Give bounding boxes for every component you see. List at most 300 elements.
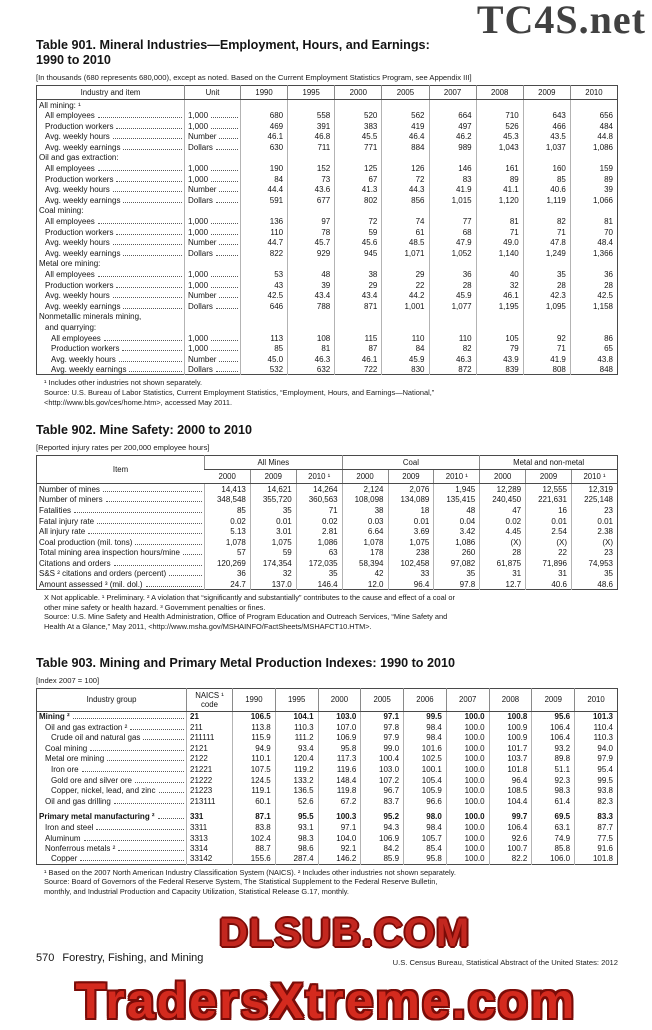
value-cell: 96.4 xyxy=(388,579,434,590)
row-label xyxy=(37,131,185,142)
naics-code-cell xyxy=(187,811,233,822)
value-cell: 40.6 xyxy=(526,579,572,590)
extra-wrap xyxy=(188,185,240,195)
table-row xyxy=(37,174,618,185)
row-label-wrap xyxy=(37,217,184,227)
value-cell: 107.2 xyxy=(361,775,404,786)
value-cell: 44.8 xyxy=(570,131,617,142)
col-header-year: 2005 xyxy=(361,688,404,711)
dot-leader xyxy=(211,350,238,351)
value-cell: 44.7 xyxy=(241,237,288,248)
value-cell: 111.2 xyxy=(275,732,318,743)
value-cell: 18 xyxy=(388,505,434,516)
value-cell: 466 xyxy=(523,121,570,132)
value-cell: 71 xyxy=(296,505,342,516)
value-cell: 1,078 xyxy=(205,537,251,548)
row-label-text: All employees xyxy=(51,333,101,343)
value-cell: 110.3 xyxy=(575,732,618,743)
value-cell: 822 xyxy=(241,248,288,259)
value-cell: 771 xyxy=(335,142,382,153)
value-cell: 96.6 xyxy=(404,796,447,807)
naics-header-line1: NAICS ¹ xyxy=(195,690,224,700)
table-row xyxy=(37,775,618,786)
unit-cell xyxy=(185,269,241,280)
row-label xyxy=(37,843,187,854)
row-label xyxy=(37,237,185,248)
col-header-year: 1990 xyxy=(233,688,276,711)
row-label-text: Aluminum xyxy=(45,833,81,843)
value-cell: 51.1 xyxy=(532,764,575,775)
value-cell xyxy=(523,311,570,322)
value-cell xyxy=(476,205,523,216)
unit-cell xyxy=(185,121,241,132)
value-cell: 100.0 xyxy=(446,764,489,775)
row-label-text: Number of miners xyxy=(39,495,103,505)
value-cell: 96.4 xyxy=(489,775,532,786)
dot-leader xyxy=(130,729,184,730)
row-label xyxy=(37,743,187,754)
value-cell xyxy=(288,152,335,163)
row-label-text: Avg. weekly hours xyxy=(45,238,110,248)
extra-text: Dollars xyxy=(188,142,213,152)
table-row xyxy=(37,195,618,206)
row-label-wrap xyxy=(37,517,204,527)
extra-text: 33142 xyxy=(190,854,213,864)
row-label-text: Avg. weekly hours xyxy=(45,185,110,195)
naics-code-cell xyxy=(187,775,233,786)
value-cell: 97.9 xyxy=(575,753,618,764)
value-cell xyxy=(382,100,429,111)
value-cell xyxy=(523,152,570,163)
table-902-header xyxy=(37,456,618,484)
naics-code-cell xyxy=(187,854,233,865)
value-cell: 46.1 xyxy=(335,354,382,365)
value-cell: 788 xyxy=(288,301,335,312)
row-label xyxy=(37,854,187,865)
table-901-note: [In thousands (680 represents 680,000), except as noted. Based on the Current Employment Statistics Program, see Appendix III] xyxy=(36,73,472,82)
dot-leader xyxy=(116,234,182,235)
dot-leader xyxy=(119,361,182,362)
row-label-text: Avg. weekly earnings xyxy=(45,301,121,311)
dot-leader xyxy=(211,128,238,129)
table-901-section xyxy=(36,38,618,407)
value-cell xyxy=(476,322,523,333)
dot-leader xyxy=(104,340,182,341)
row-label xyxy=(37,184,185,195)
value-cell: 67 xyxy=(335,174,382,185)
col-header-year: 2007 xyxy=(446,688,489,711)
value-cell: 45.9 xyxy=(429,290,476,301)
naics-code-cell xyxy=(187,711,233,722)
group-header-metal-nonmetal: Metal and non-metal xyxy=(480,456,618,470)
value-cell: 38 xyxy=(342,505,388,516)
value-cell xyxy=(335,100,382,111)
row-label-text: Avg. weekly hours xyxy=(45,291,110,301)
value-cell: 100.9 xyxy=(489,732,532,743)
value-cell: 174,354 xyxy=(250,558,296,569)
value-cell: 29 xyxy=(382,269,429,280)
table-903-note: [Index 2007 = 100] xyxy=(36,675,100,685)
row-label-text: Oil and gas extraction: xyxy=(39,153,119,163)
row-label xyxy=(37,142,185,153)
header-group-row xyxy=(37,456,618,470)
value-cell: 161 xyxy=(476,163,523,174)
table-row xyxy=(37,205,618,216)
value-cell: 61.4 xyxy=(532,796,575,807)
value-cell: 48.4 xyxy=(570,237,617,248)
table-row xyxy=(37,711,618,722)
row-label-text: Metal ore mining: xyxy=(39,259,101,269)
row-label-wrap xyxy=(37,291,184,301)
extra-wrap xyxy=(190,733,232,743)
value-cell: 497 xyxy=(429,121,476,132)
row-label-text: All employees xyxy=(45,217,95,227)
row-label-wrap xyxy=(37,101,184,111)
value-cell: 45.3 xyxy=(476,131,523,142)
value-cell: 104.0 xyxy=(318,833,361,844)
value-cell: 1,945 xyxy=(434,484,480,495)
value-cell: 61 xyxy=(382,227,429,238)
extra-text: 3313 xyxy=(190,833,208,843)
table-row xyxy=(37,121,618,132)
value-cell xyxy=(476,152,523,163)
table-row xyxy=(37,494,618,505)
col-header-year: 2007 xyxy=(429,86,476,100)
row-label xyxy=(37,484,205,495)
value-cell: 47.9 xyxy=(429,237,476,248)
value-cell xyxy=(476,100,523,111)
value-cell: 14,264 xyxy=(296,484,342,495)
value-cell: 77.5 xyxy=(575,833,618,844)
dot-leader xyxy=(123,308,182,309)
value-cell: 87.1 xyxy=(233,811,276,822)
table-row xyxy=(37,269,618,280)
value-cell: 79 xyxy=(476,343,523,354)
value-cell: 136.5 xyxy=(275,785,318,796)
value-cell: 83.8 xyxy=(233,822,276,833)
extra-text: 213111 xyxy=(190,796,216,806)
watermark-tradersxtreme: TradersXtreme.com xyxy=(75,973,577,1029)
row-label-text: Production workers xyxy=(51,344,120,354)
dot-leader xyxy=(116,128,182,129)
row-label-text: Oil and gas drilling xyxy=(45,796,111,806)
value-cell: 115 xyxy=(335,333,382,344)
value-cell: 119.8 xyxy=(318,785,361,796)
row-label xyxy=(37,280,185,291)
value-cell: 97.1 xyxy=(318,822,361,833)
value-cell: 46.1 xyxy=(476,290,523,301)
value-cell: 69.5 xyxy=(532,811,575,822)
value-cell: 59 xyxy=(250,547,296,558)
dot-leader xyxy=(159,792,184,793)
value-cell: 42 xyxy=(342,568,388,579)
value-cell: 105.7 xyxy=(404,833,447,844)
value-cell: 484 xyxy=(570,121,617,132)
extra-text: 1,000 xyxy=(188,121,209,131)
value-cell: 98.4 xyxy=(404,722,447,733)
value-cell: 680 xyxy=(241,110,288,121)
value-cell xyxy=(241,152,288,163)
value-cell: 42.3 xyxy=(523,290,570,301)
unit-cell xyxy=(185,301,241,312)
row-label-wrap xyxy=(37,485,204,495)
extra-text: 21 xyxy=(190,712,199,722)
value-cell: 43.5 xyxy=(523,131,570,142)
value-cell xyxy=(570,322,617,333)
value-cell: 74.9 xyxy=(532,833,575,844)
value-cell: 94.9 xyxy=(233,743,276,754)
value-cell: 61,875 xyxy=(480,558,526,569)
value-cell: 190 xyxy=(241,163,288,174)
source-line: Health At a Glance,” May 2011, <http://www.msha.gov/MSHAINFO/FactSheets/MSHAFCT10.HTM>. xyxy=(44,621,372,631)
extra-text: 1,000 xyxy=(188,344,209,354)
value-cell: 28 xyxy=(480,547,526,558)
row-label-wrap xyxy=(37,854,186,864)
row-label-wrap xyxy=(37,548,204,558)
table-row xyxy=(37,152,618,163)
value-cell: 110.4 xyxy=(575,722,618,733)
row-label-text: Avg. weekly earnings xyxy=(45,195,121,205)
dot-leader xyxy=(211,170,238,171)
extra-text: 331 xyxy=(190,812,204,822)
value-cell: 119.6 xyxy=(318,764,361,775)
footnote: X Not applicable. ¹ Preliminary. ² A violation that “significantly and substantially” contributes to the cause and effect of a coal or xyxy=(44,593,455,603)
value-cell: 35 xyxy=(434,568,480,579)
value-cell: 59 xyxy=(335,227,382,238)
table-903-body xyxy=(37,711,618,864)
value-cell: 14,621 xyxy=(250,484,296,495)
value-cell: 1,043 xyxy=(476,142,523,153)
dot-leader xyxy=(169,575,202,576)
value-cell: 84.2 xyxy=(361,843,404,854)
value-cell: 126 xyxy=(382,163,429,174)
value-cell: 47 xyxy=(480,505,526,516)
row-label xyxy=(37,343,185,354)
value-cell: 92 xyxy=(523,333,570,344)
table-901-title-line1: Table 901. Mineral Industries—Employment, Hours, and Earnings: xyxy=(36,38,430,52)
value-cell xyxy=(241,311,288,322)
value-cell: 677 xyxy=(288,195,335,206)
row-label-wrap xyxy=(37,495,204,505)
row-label xyxy=(37,258,185,269)
row-label-wrap xyxy=(37,259,184,269)
row-label xyxy=(37,796,187,807)
value-cell xyxy=(570,205,617,216)
row-label-wrap xyxy=(37,281,184,291)
value-cell: 81 xyxy=(570,216,617,227)
value-cell: 105.9 xyxy=(404,785,447,796)
value-cell: 1,066 xyxy=(570,195,617,206)
row-label-wrap xyxy=(37,569,204,579)
unit-cell xyxy=(185,100,241,111)
value-cell: 119.1 xyxy=(233,785,276,796)
dot-leader xyxy=(216,202,238,203)
value-cell: 95.8 xyxy=(404,854,447,865)
value-cell: 120,269 xyxy=(205,558,251,569)
value-cell: 85.9 xyxy=(361,854,404,865)
value-cell: 929 xyxy=(288,248,335,259)
value-cell: 99.0 xyxy=(361,743,404,754)
value-cell xyxy=(429,311,476,322)
naics-code-cell xyxy=(187,753,233,764)
value-cell: 101.6 xyxy=(404,743,447,754)
row-label xyxy=(37,290,185,301)
value-cell: 33 xyxy=(388,568,434,579)
row-label-text: Nonmetallic minerals mining, xyxy=(39,312,142,322)
unit-cell xyxy=(185,110,241,121)
value-cell: 106.9 xyxy=(361,833,404,844)
row-label-text: Avg. weekly earnings xyxy=(45,248,121,258)
value-cell: 53 xyxy=(241,269,288,280)
table-902-note: [Reported injury rates per 200,000 employee hours] xyxy=(36,443,210,453)
value-cell xyxy=(288,258,335,269)
table-row xyxy=(37,333,618,344)
row-label-text: Metal ore mining xyxy=(45,754,105,764)
col-header-naics-code xyxy=(187,688,233,711)
row-label-wrap xyxy=(37,196,184,206)
dot-leader xyxy=(116,287,182,288)
value-cell: 93.1 xyxy=(275,822,318,833)
dot-leader xyxy=(216,149,238,150)
dot-leader xyxy=(123,255,182,256)
group-header-coal: Coal xyxy=(342,456,480,470)
extra-wrap xyxy=(190,854,232,864)
dot-leader xyxy=(113,191,182,192)
value-cell xyxy=(429,100,476,111)
table-902-body xyxy=(37,484,618,590)
value-cell: 103.0 xyxy=(318,711,361,722)
row-label-wrap xyxy=(37,844,186,854)
value-cell: 419 xyxy=(382,121,429,132)
dot-leader xyxy=(211,276,238,277)
value-cell: 94.0 xyxy=(575,743,618,754)
extra-wrap xyxy=(188,365,240,375)
row-label xyxy=(37,152,185,163)
value-cell: 24.7 xyxy=(205,579,251,590)
value-cell: 872 xyxy=(429,364,476,375)
row-label-wrap xyxy=(37,355,184,365)
row-label-wrap xyxy=(37,206,184,216)
extra-text: Dollars xyxy=(188,364,213,374)
footer-left xyxy=(36,952,203,964)
value-cell: 36 xyxy=(570,269,617,280)
value-cell: 85.4 xyxy=(404,843,447,854)
row-label-text: Avg. weekly hours xyxy=(45,132,110,142)
row-label-wrap xyxy=(37,786,186,796)
row-label xyxy=(37,526,205,537)
table-row xyxy=(37,505,618,516)
col-header-year: 2008 xyxy=(476,86,523,100)
value-cell: 106.4 xyxy=(532,732,575,743)
value-cell: 100.0 xyxy=(446,796,489,807)
value-cell: 2.81 xyxy=(296,526,342,537)
table-row xyxy=(37,833,618,844)
row-label xyxy=(37,764,187,775)
value-cell: 29 xyxy=(335,280,382,291)
value-cell: 97.8 xyxy=(434,579,480,590)
watermark-tc4s: TC4S.net xyxy=(476,0,646,42)
value-cell: 98.3 xyxy=(532,785,575,796)
value-cell: 102.4 xyxy=(233,833,276,844)
extra-wrap xyxy=(190,776,232,786)
table-901 xyxy=(36,85,618,375)
value-cell: 0.01 xyxy=(388,516,434,527)
value-cell: 36 xyxy=(205,568,251,579)
row-label-wrap xyxy=(37,527,204,537)
value-cell: 97.8 xyxy=(361,722,404,733)
value-cell: 137.0 xyxy=(250,579,296,590)
row-label-text: Primary metal manufacturing ² xyxy=(39,812,155,822)
col-header-year: 2000 xyxy=(342,470,388,484)
dot-leader xyxy=(135,782,184,783)
value-cell: 83.7 xyxy=(361,796,404,807)
value-cell: 3.69 xyxy=(388,526,434,537)
row-label xyxy=(37,333,185,344)
row-label xyxy=(37,753,187,764)
dot-leader xyxy=(103,491,202,492)
value-cell: 711 xyxy=(288,142,335,153)
value-cell: 102,458 xyxy=(388,558,434,569)
value-cell: 101.7 xyxy=(489,743,532,754)
table-row xyxy=(37,163,618,174)
value-cell: 225,148 xyxy=(572,494,618,505)
value-cell xyxy=(241,205,288,216)
value-cell xyxy=(335,322,382,333)
value-cell: 106.4 xyxy=(532,722,575,733)
value-cell: 136 xyxy=(241,216,288,227)
value-cell: 71,896 xyxy=(526,558,572,569)
value-cell: 95.6 xyxy=(532,711,575,722)
value-cell: 532 xyxy=(241,364,288,375)
table-row xyxy=(37,258,618,269)
value-cell xyxy=(288,311,335,322)
value-cell: 360,563 xyxy=(296,494,342,505)
value-cell: 2.54 xyxy=(526,526,572,537)
row-label xyxy=(37,216,185,227)
row-label xyxy=(37,248,185,259)
value-cell: 2,124 xyxy=(342,484,388,495)
value-cell: 1,086 xyxy=(570,142,617,153)
extra-wrap xyxy=(190,812,232,822)
table-row xyxy=(37,732,618,743)
table-row xyxy=(37,216,618,227)
row-label-text: Fatalities xyxy=(39,505,72,515)
value-cell: 68 xyxy=(429,227,476,238)
value-cell: 23 xyxy=(572,547,618,558)
unit-cell xyxy=(185,343,241,354)
table-row xyxy=(37,558,618,569)
value-cell xyxy=(382,322,429,333)
value-cell: 1,075 xyxy=(388,537,434,548)
col-header-industry: Industry and item xyxy=(37,86,185,100)
value-cell: 2,076 xyxy=(388,484,434,495)
extra-wrap xyxy=(188,228,240,238)
extra-wrap xyxy=(188,238,240,248)
value-cell: 85 xyxy=(523,174,570,185)
value-cell: 526 xyxy=(476,121,523,132)
value-cell: 178 xyxy=(342,547,388,558)
value-cell: 2.38 xyxy=(572,526,618,537)
value-cell xyxy=(288,205,335,216)
naics-code-cell xyxy=(187,843,233,854)
extra-text: 3311 xyxy=(190,822,208,832)
row-label-wrap xyxy=(37,754,186,764)
row-label-wrap xyxy=(37,312,184,322)
value-cell: 108.5 xyxy=(489,785,532,796)
row-label xyxy=(37,311,185,322)
value-cell: 93.8 xyxy=(575,785,618,796)
value-cell: 124.5 xyxy=(233,775,276,786)
